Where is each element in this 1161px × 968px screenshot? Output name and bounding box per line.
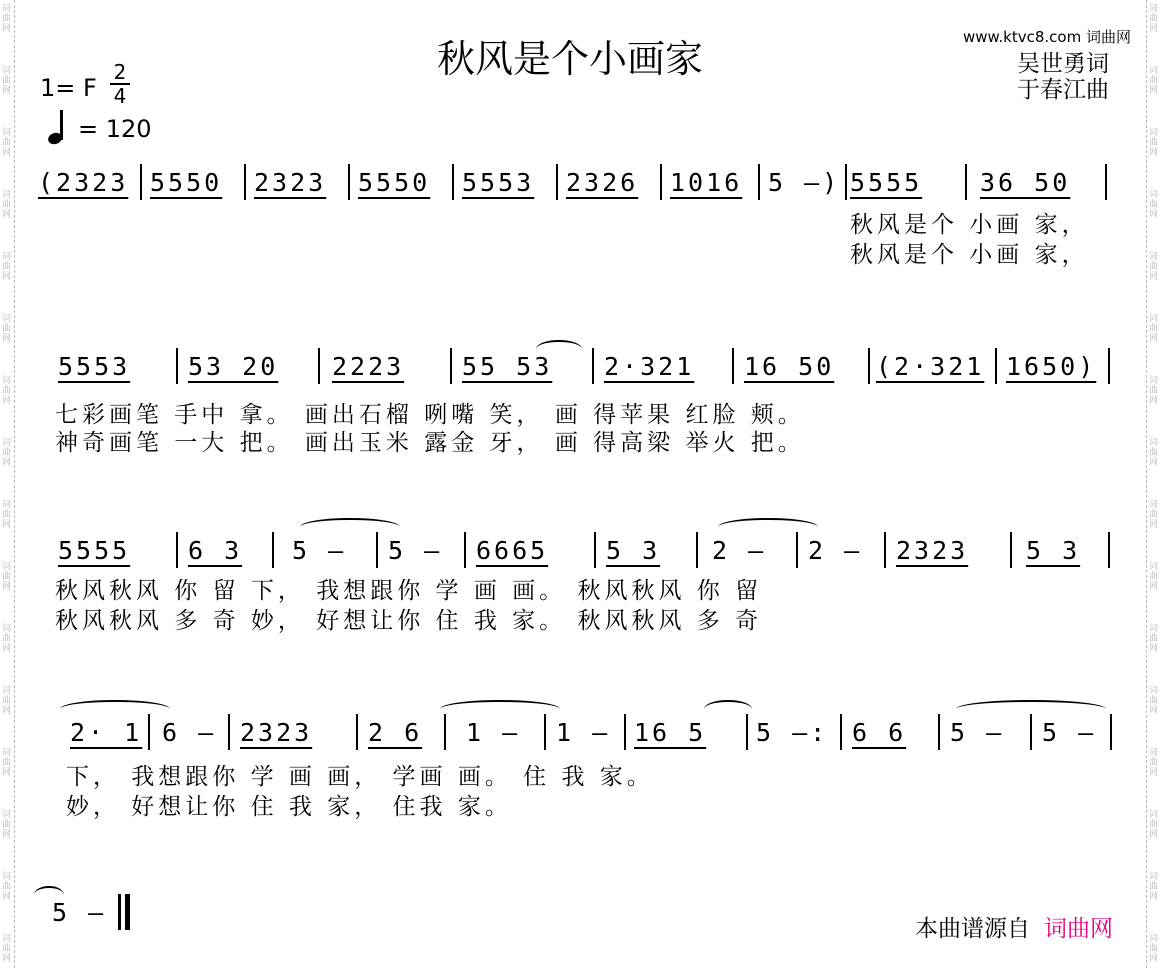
bar-line <box>592 348 594 384</box>
measure-notes: 36 50 <box>980 168 1071 197</box>
slur-arc <box>704 700 752 718</box>
measure-notes: 2323 <box>896 536 969 565</box>
measure-notes: (2·321 <box>876 352 985 381</box>
measure-notes: 1650) <box>1006 352 1097 381</box>
measure-notes: 5550 <box>358 168 431 197</box>
watermark-glyph: 词 曲 网 <box>1149 500 1159 530</box>
bar-line <box>624 714 626 750</box>
website-label: www.ktvc8.com 词曲网 <box>962 28 1131 46</box>
measure-notes: 1016 <box>670 168 743 197</box>
bar-line <box>995 348 997 384</box>
watermark-glyph: 词 曲 网 <box>2 4 12 34</box>
slur-arc <box>60 700 170 718</box>
time-signature <box>110 62 130 106</box>
measure-notes: 5 – <box>950 718 1005 747</box>
bar-line <box>376 532 378 568</box>
lyric-line: 秋风秋风 你 留 下， 我想跟你 学 画 画。 秋风秋风 你 留 <box>55 578 763 604</box>
watermark-glyph: 词 曲 网 <box>2 252 12 282</box>
measure-notes: 16 5 <box>634 718 707 747</box>
song-title: 秋风是个小画家 <box>436 37 703 81</box>
watermark-glyph: 词 曲 网 <box>2 686 12 716</box>
bar-line <box>148 714 150 750</box>
time-signature-top: 2 <box>113 60 127 84</box>
measure-notes: 5 – <box>1042 718 1097 747</box>
source-footer <box>915 910 1113 943</box>
watermark-glyph: 词 曲 网 <box>1149 66 1159 96</box>
bar-line <box>594 532 596 568</box>
watermark-glyph: 词 曲 网 <box>1149 190 1159 220</box>
bar-line <box>444 714 446 750</box>
watermark-glyph: 词 曲 网 <box>2 190 12 220</box>
watermark-glyph: 词 曲 网 <box>2 314 12 344</box>
measure-notes: 2 6 <box>368 718 423 747</box>
watermark-glyph: 词 曲 网 <box>1149 128 1159 158</box>
measure-notes: 5553 <box>58 352 131 381</box>
composer-credit: 于春江曲 <box>1017 77 1109 103</box>
watermark-glyph: 词 曲 网 <box>1149 872 1159 902</box>
measure-notes: 6 3 <box>188 536 243 565</box>
bar-line <box>732 348 734 384</box>
bar-line <box>868 348 870 384</box>
bar-line <box>884 532 886 568</box>
measure-notes: 16 50 <box>744 352 835 381</box>
lyric-line: 七彩画笔 手中 拿。 画出石榴 咧嘴 笑， 画 得苹果 红脸 颊。 <box>55 402 805 428</box>
measure-notes: 5 3 <box>606 536 661 565</box>
measure-notes: 1 – <box>556 718 611 747</box>
time-signature-bottom: 4 <box>113 84 127 108</box>
watermark-glyph: 词 曲 网 <box>1149 562 1159 592</box>
measure-notes: 2326 <box>566 168 639 197</box>
measure-notes: 5 –: <box>756 718 829 747</box>
slur-arc <box>718 518 818 536</box>
watermark-glyph: 词 曲 网 <box>2 872 12 902</box>
slur-arc <box>300 518 400 536</box>
bar-line <box>696 532 698 568</box>
bar-line <box>796 532 798 568</box>
measure-notes: 2223 <box>332 352 405 381</box>
watermark-glyph: 词 曲 网 <box>1149 252 1159 282</box>
bar-line <box>318 348 320 384</box>
bar-line <box>840 714 842 750</box>
bar-line <box>450 348 452 384</box>
bar-line <box>125 894 130 930</box>
measure-notes: 2323 <box>254 168 327 197</box>
slur-arc <box>34 886 64 904</box>
measure-notes: 2· 1 <box>70 718 143 747</box>
watermark-glyph: 词 曲 网 <box>2 500 12 530</box>
watermark-glyph: 词 曲 网 <box>1149 314 1159 344</box>
bar-line <box>140 164 142 200</box>
bar-line <box>845 164 847 200</box>
watermark-glyph: 词 曲 网 <box>1149 686 1159 716</box>
watermark-glyph: 词 曲 网 <box>1149 810 1159 840</box>
measure-notes: 5550 <box>150 168 223 197</box>
watermark-glyph: 词 曲 网 <box>2 934 12 964</box>
measure-notes: 53 20 <box>188 352 279 381</box>
bar-line <box>244 164 246 200</box>
measure-notes: 5 – <box>292 536 347 565</box>
watermark-glyph: 词 曲 网 <box>2 66 12 96</box>
bar-line <box>556 164 558 200</box>
bar-line <box>1010 532 1012 568</box>
watermark-glyph: 词 曲 网 <box>2 562 12 592</box>
measure-notes: 5553 <box>462 168 535 197</box>
bar-line <box>746 714 748 750</box>
bar-line <box>228 714 230 750</box>
watermark-glyph: 词 曲 网 <box>1149 438 1159 468</box>
lyric-line: 神奇画笔 一大 把。 画出玉米 露金 牙， 画 得高梁 举火 把。 <box>55 430 805 456</box>
bar-line <box>176 532 178 568</box>
bar-line <box>965 164 967 200</box>
measure-notes: 5555 <box>58 536 131 565</box>
measure-notes: 6 6 <box>852 718 907 747</box>
measure-notes: 2 – <box>808 536 863 565</box>
bar-line <box>1108 532 1110 568</box>
bar-line <box>1105 164 1107 200</box>
measure-notes: 6 – <box>162 718 217 747</box>
measure-notes: 5 –) <box>768 168 841 197</box>
slur-arc <box>440 700 560 718</box>
key-signature: 1= F <box>40 74 97 102</box>
measure-notes: 5 – <box>52 898 107 927</box>
watermark-glyph: 词 曲 网 <box>1149 624 1159 654</box>
lyric-line: 秋风是个 小画 家， <box>850 242 1089 268</box>
lyricist-credit: 吴世勇词 <box>1017 51 1109 77</box>
watermark-glyph: 词 曲 网 <box>1149 4 1159 34</box>
bar-line <box>356 714 358 750</box>
bar-line <box>272 532 274 568</box>
measure-notes: 5 3 <box>1026 536 1081 565</box>
watermark-glyph: 词 曲 网 <box>1149 748 1159 778</box>
bar-line <box>1030 714 1032 750</box>
bar-line <box>660 164 662 200</box>
watermark-glyph: 词 曲 网 <box>2 810 12 840</box>
slur-arc <box>956 700 1106 718</box>
source-label: 本曲谱源自 <box>915 916 1030 942</box>
measure-notes: 2·321 <box>604 352 695 381</box>
watermark-glyph: 词 曲 网 <box>1149 934 1159 964</box>
bar-line <box>118 894 121 930</box>
tempo-marking: = 120 <box>78 115 152 143</box>
measure-notes: 6665 <box>476 536 549 565</box>
bar-line <box>938 714 940 750</box>
measure-notes: (2323 <box>38 168 129 197</box>
slur-arc <box>536 340 582 358</box>
measure-notes: 5555 <box>850 168 923 197</box>
bar-line <box>452 164 454 200</box>
measure-notes: 5 – <box>388 536 443 565</box>
measure-notes: 55 53 <box>462 352 553 381</box>
watermark-glyph: 词 曲 网 <box>2 748 12 778</box>
watermark-glyph: 词 曲 网 <box>2 376 12 406</box>
measure-notes: 2 – <box>712 536 767 565</box>
watermark-glyph: 词 曲 网 <box>2 624 12 654</box>
bar-line <box>348 164 350 200</box>
bar-line <box>758 164 760 200</box>
watermark-glyph: 词 曲 网 <box>2 128 12 158</box>
bar-line <box>1108 348 1110 384</box>
watermark-glyph: 词 曲 网 <box>1149 376 1159 406</box>
right-watermark-strip <box>1146 0 1161 968</box>
lyric-line: 秋风是个 小画 家， <box>850 212 1089 238</box>
measure-notes: 1 – <box>466 718 521 747</box>
measure-notes: 2323 <box>240 718 313 747</box>
watermark-glyph: 词 曲 网 <box>2 438 12 468</box>
lyric-line: 秋风秋风 多 奇 妙， 好想让你 住 我 家。 秋风秋风 多 奇 <box>55 608 763 634</box>
source-site: 词曲网 <box>1044 916 1113 942</box>
bar-line <box>176 348 178 384</box>
left-watermark-strip <box>0 0 15 968</box>
lyric-line: 下， 我想跟你 学 画 画， 学画 画。 住 我 家。 <box>66 764 654 790</box>
bar-line <box>1110 714 1112 750</box>
lyric-line: 妙， 好想让你 住 我 家， 住我 家。 <box>66 794 512 820</box>
bar-line <box>544 714 546 750</box>
bar-line <box>464 532 466 568</box>
